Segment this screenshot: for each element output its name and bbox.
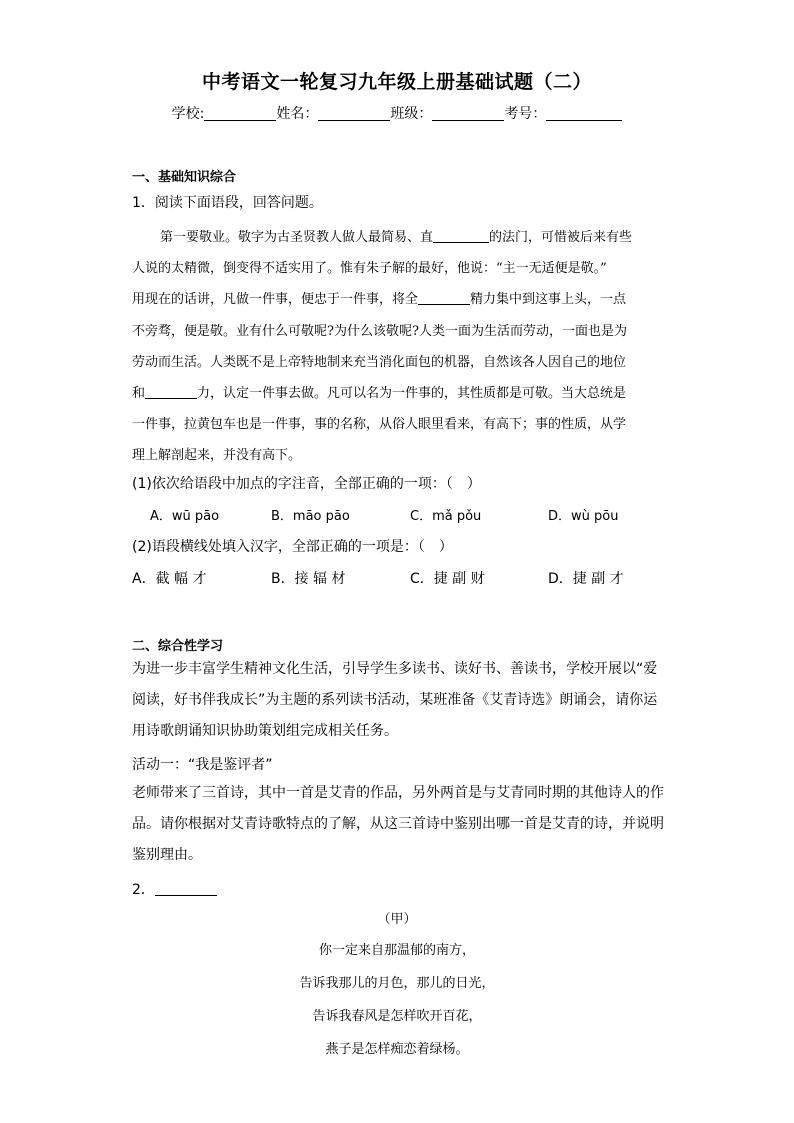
option-c[interactable]: C．mǎ pǒu xyxy=(410,509,482,524)
poem-line: 燕子是怎样痴恋着绿杨。 xyxy=(325,1042,469,1057)
number-blank[interactable] xyxy=(546,106,622,121)
class-blank[interactable] xyxy=(432,106,504,121)
option-b[interactable]: B．接 辐 材 xyxy=(271,571,346,587)
poem-line: 告诉我那儿的月色，那儿的日光， xyxy=(299,976,495,991)
subquestion2-options xyxy=(132,568,652,586)
task-line: 老师带来了三首诗，其中一首是艾青的作品，另外两首是与艾青同时期的其他诗人的作 xyxy=(132,785,664,801)
student-info-line xyxy=(0,103,794,123)
activity-title: 活动一：“我是鉴评者” xyxy=(132,757,273,773)
number-label: 考号： xyxy=(504,106,547,122)
intro-line: 阅读，好书伴我成长”为主题的系列读书活动，某班准备《艾青诗选》朗诵会，请你运 xyxy=(132,692,658,708)
passage-line: 劳动而生活。人类既不是上帝特地制来充当消化面包的机器，自然该各人因自己的地位 xyxy=(132,354,627,370)
answer-blank[interactable] xyxy=(155,881,217,896)
question2-label: 2． xyxy=(132,882,155,898)
subquestion1-options xyxy=(150,505,650,523)
poem-line: 你一定来自那温郁的南方， xyxy=(318,943,475,958)
task-description xyxy=(132,778,662,871)
section2-heading: 二、综合性学习 xyxy=(132,639,224,654)
activity-intro xyxy=(132,654,662,747)
task-line: 品。请你根据对艾青诗歌特点的了解，从这三首诗中鉴别出哪一首是艾青的诗，并说明 xyxy=(132,816,664,832)
page-title: 中考语文一轮复习九年级上册基础试题（二） xyxy=(201,71,592,93)
poem-title: （甲） xyxy=(377,912,417,927)
option-b[interactable]: B．māo pāo xyxy=(271,509,350,524)
name-label: 姓名： xyxy=(276,106,319,122)
poem-line: 告诉我春风是怎样吹开百花， xyxy=(312,1009,482,1024)
class-label: 班级： xyxy=(390,106,433,122)
passage-line: 人说的太精微，倒变得不适实用了。惟有朱子解的最好，他说：“主一无适便是敬。” xyxy=(132,261,607,277)
reading-passage xyxy=(132,222,672,472)
passage-line: 理上解剖起来，并没有高下。 xyxy=(132,448,302,464)
intro-line: 为进一步丰富学生精神文化生活，引导学生多读书、读好书、善读书，学校开展以“爱 xyxy=(132,661,658,677)
passage-line: 用现在的话讲，凡做一件事，便忠于一件事，将全 精力集中到这事上头，一点 xyxy=(132,292,627,308)
task-line: 鉴别理由。 xyxy=(132,847,202,863)
subquestion2-stem: (2)语段横线处填入汉字，全部正确的一项是：（ ） xyxy=(132,539,453,555)
option-a[interactable]: A．wū pāo xyxy=(150,509,220,524)
question2-line xyxy=(132,879,217,899)
school-label: 学校: xyxy=(171,106,205,122)
question1-stem: 1．阅读下面语段，回答问题。 xyxy=(132,195,323,211)
option-c[interactable]: C．捷 副 财 xyxy=(410,571,485,587)
passage-line: 第一要敬业。敬字为古圣贤教人做人最简易、直 的法门，可惜被后来有些 xyxy=(160,230,633,245)
intro-line: 用诗歌朗诵知识协助策划组完成相关任务。 xyxy=(132,723,398,739)
option-d[interactable]: D．捷 副 才 xyxy=(548,571,624,587)
subquestion1-stem: (1)依次给语段中加点的字注音，全部正确的一项：（ ） xyxy=(132,476,481,492)
option-d[interactable]: D．wù pōu xyxy=(548,509,619,524)
fill-blank-1[interactable] xyxy=(433,230,489,243)
option-a[interactable]: A．截 幅 才 xyxy=(132,571,207,587)
fill-blank-2[interactable] xyxy=(418,292,470,305)
passage-line: 一件事，拉黄包车也是一件事，事的名称，从俗人眼里看来，有高下；事的性质，从学 xyxy=(132,417,627,433)
fill-blank-3[interactable] xyxy=(145,386,197,399)
passage-line: 和 力，认定一件事去做。凡可以名为一件事的，其性质都是可敬。当大总统是 xyxy=(132,385,627,401)
name-blank[interactable] xyxy=(318,106,390,121)
section1-heading: 一、基础知识综合 xyxy=(132,170,237,185)
school-blank[interactable] xyxy=(204,106,276,121)
passage-line: 不旁骛，便是敬。业有什么可敬呢?为什么该敬呢?人类一面为生活而劳动，一面也是为 xyxy=(132,323,627,339)
poem-jia xyxy=(0,906,794,1066)
